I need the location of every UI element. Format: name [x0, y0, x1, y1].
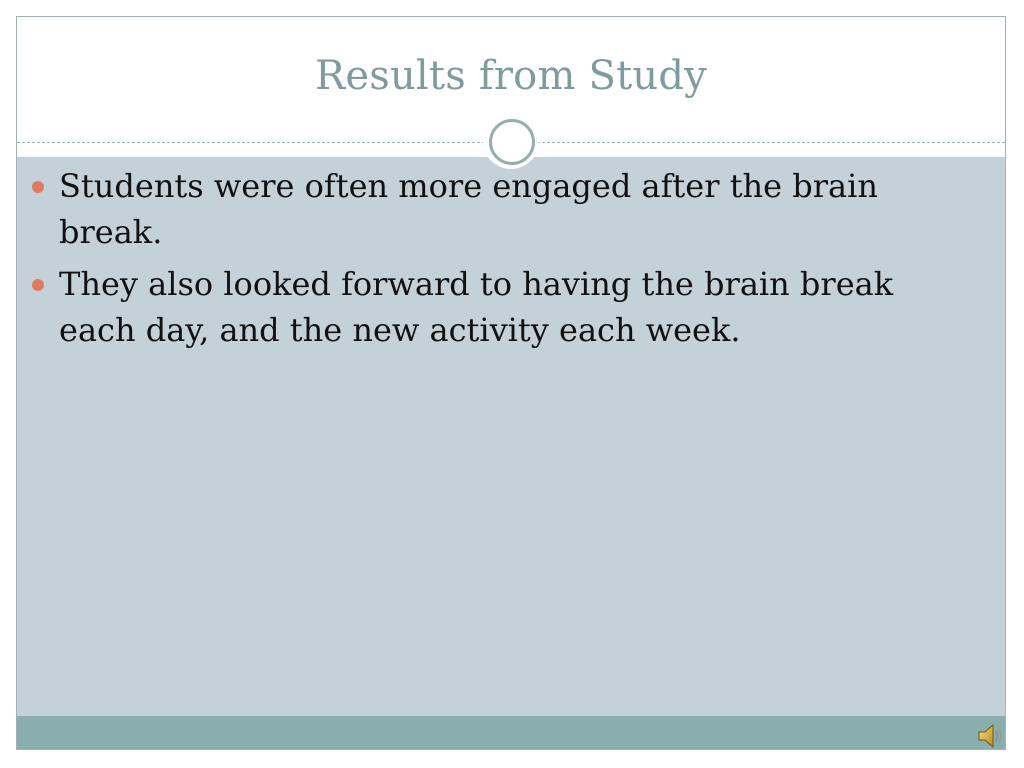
ornament-ring — [489, 119, 535, 165]
circle-ornament-icon — [483, 113, 539, 169]
bullet-dot-icon — [32, 279, 44, 291]
slide-frame — [16, 16, 1006, 750]
speaker-icon[interactable] — [976, 720, 1004, 752]
bullet-text: They also looked forward to having the brain break each day, and the new activity each week. — [59, 265, 894, 349]
slide-title: Results from Study — [315, 53, 707, 99]
bullet-text: Students were often more engaged after the brain break. — [59, 167, 878, 251]
bullet-item — [32, 163, 932, 255]
bullet-dot-icon — [32, 181, 44, 193]
bullet-item — [32, 261, 932, 353]
footer-band — [17, 716, 1005, 750]
bullet-list — [32, 163, 932, 359]
